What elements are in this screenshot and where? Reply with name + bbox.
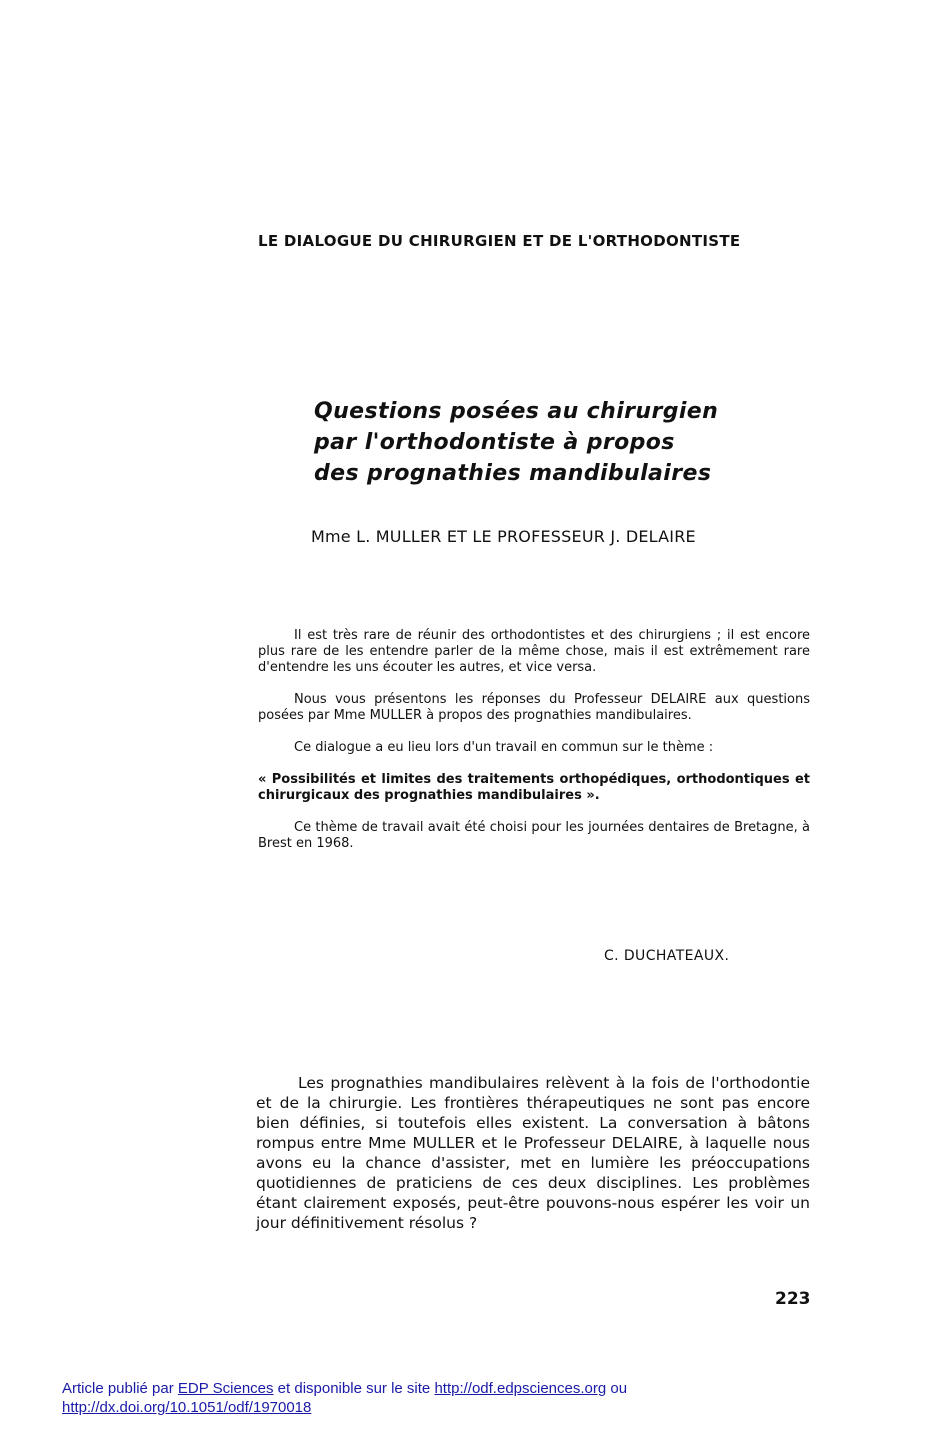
article-title	[314, 396, 764, 489]
body-text	[256, 1073, 810, 1233]
intro-paragraph: Nous vous présentons les réponses du Professeur DELAIRE aux questions posées par Mme MULLER à propos des prognathies mandibulaires.	[258, 692, 810, 723]
intro-block	[258, 628, 810, 868]
title-line: des prognathies mandibulaires	[314, 461, 712, 486]
article-authors: Mme L. MULLER ET LE PROFESSEUR J. DELAIRE	[311, 527, 696, 546]
site-link[interactable]: http://odf.edpsciences.org	[434, 1380, 607, 1397]
intro-paragraph: Ce dialogue a eu lieu lors d'un travail en commun sur le thème :	[294, 740, 714, 755]
signature: C. DUCHATEAUX.	[604, 948, 730, 964]
footer-citation	[62, 1379, 862, 1417]
theme-statement: « Possibilités et limites des traitements orthopédiques, orthodontiques et chirurgicaux des prognathies mandibulaires ».	[258, 772, 810, 803]
footer-prefix: Article publié par	[62, 1380, 178, 1397]
intro-paragraph: Ce thème de travail avait été choisi pour les journées dentaires de Bretagne, à Brest en 1968.	[258, 820, 810, 851]
footer-suffix: ou	[606, 1380, 628, 1397]
footer-middle: et disponible sur le site	[273, 1380, 435, 1397]
doi-link[interactable]: http://dx.doi.org/10.1051/odf/1970018	[62, 1399, 312, 1416]
body-paragraph: Les prognathies mandibulaires relèvent à la fois de l'orthodontie et de la chirurgie. Les frontières thérapeutiques ne sont pas encore bien définies, si toutefois elles existent. La conversation à bâtons rompus entre Mme MULLER et le Professeur DELAIRE, à laquelle nous avons eu la chance d'assister, met en lumière les préoccupations quotidiennes de praticiens de ces deux disciplines. Les problèmes étant clairement exposés, peut-être pouvons-nous espérer les voir un jour définitivement résolus ?	[256, 1074, 810, 1232]
page-number: 223	[775, 1289, 811, 1309]
intro-paragraph: Il est très rare de réunir des orthodontistes et des chirurgiens ; il est encore plus rare de les entendre parler de la même chose, mais il est extrêmement rare d'entendre les uns écouter les autres, et vice versa.	[258, 628, 810, 675]
title-line: par l'orthodontiste à propos	[314, 430, 675, 455]
footer-line	[62, 1379, 862, 1398]
footer-line	[62, 1398, 862, 1417]
publisher-link[interactable]: EDP Sciences	[177, 1380, 274, 1397]
section-heading: LE DIALOGUE DU CHIRURGIEN ET DE L'ORTHODONTISTE	[258, 232, 741, 250]
title-line: Questions posées au chirurgien	[314, 399, 719, 424]
